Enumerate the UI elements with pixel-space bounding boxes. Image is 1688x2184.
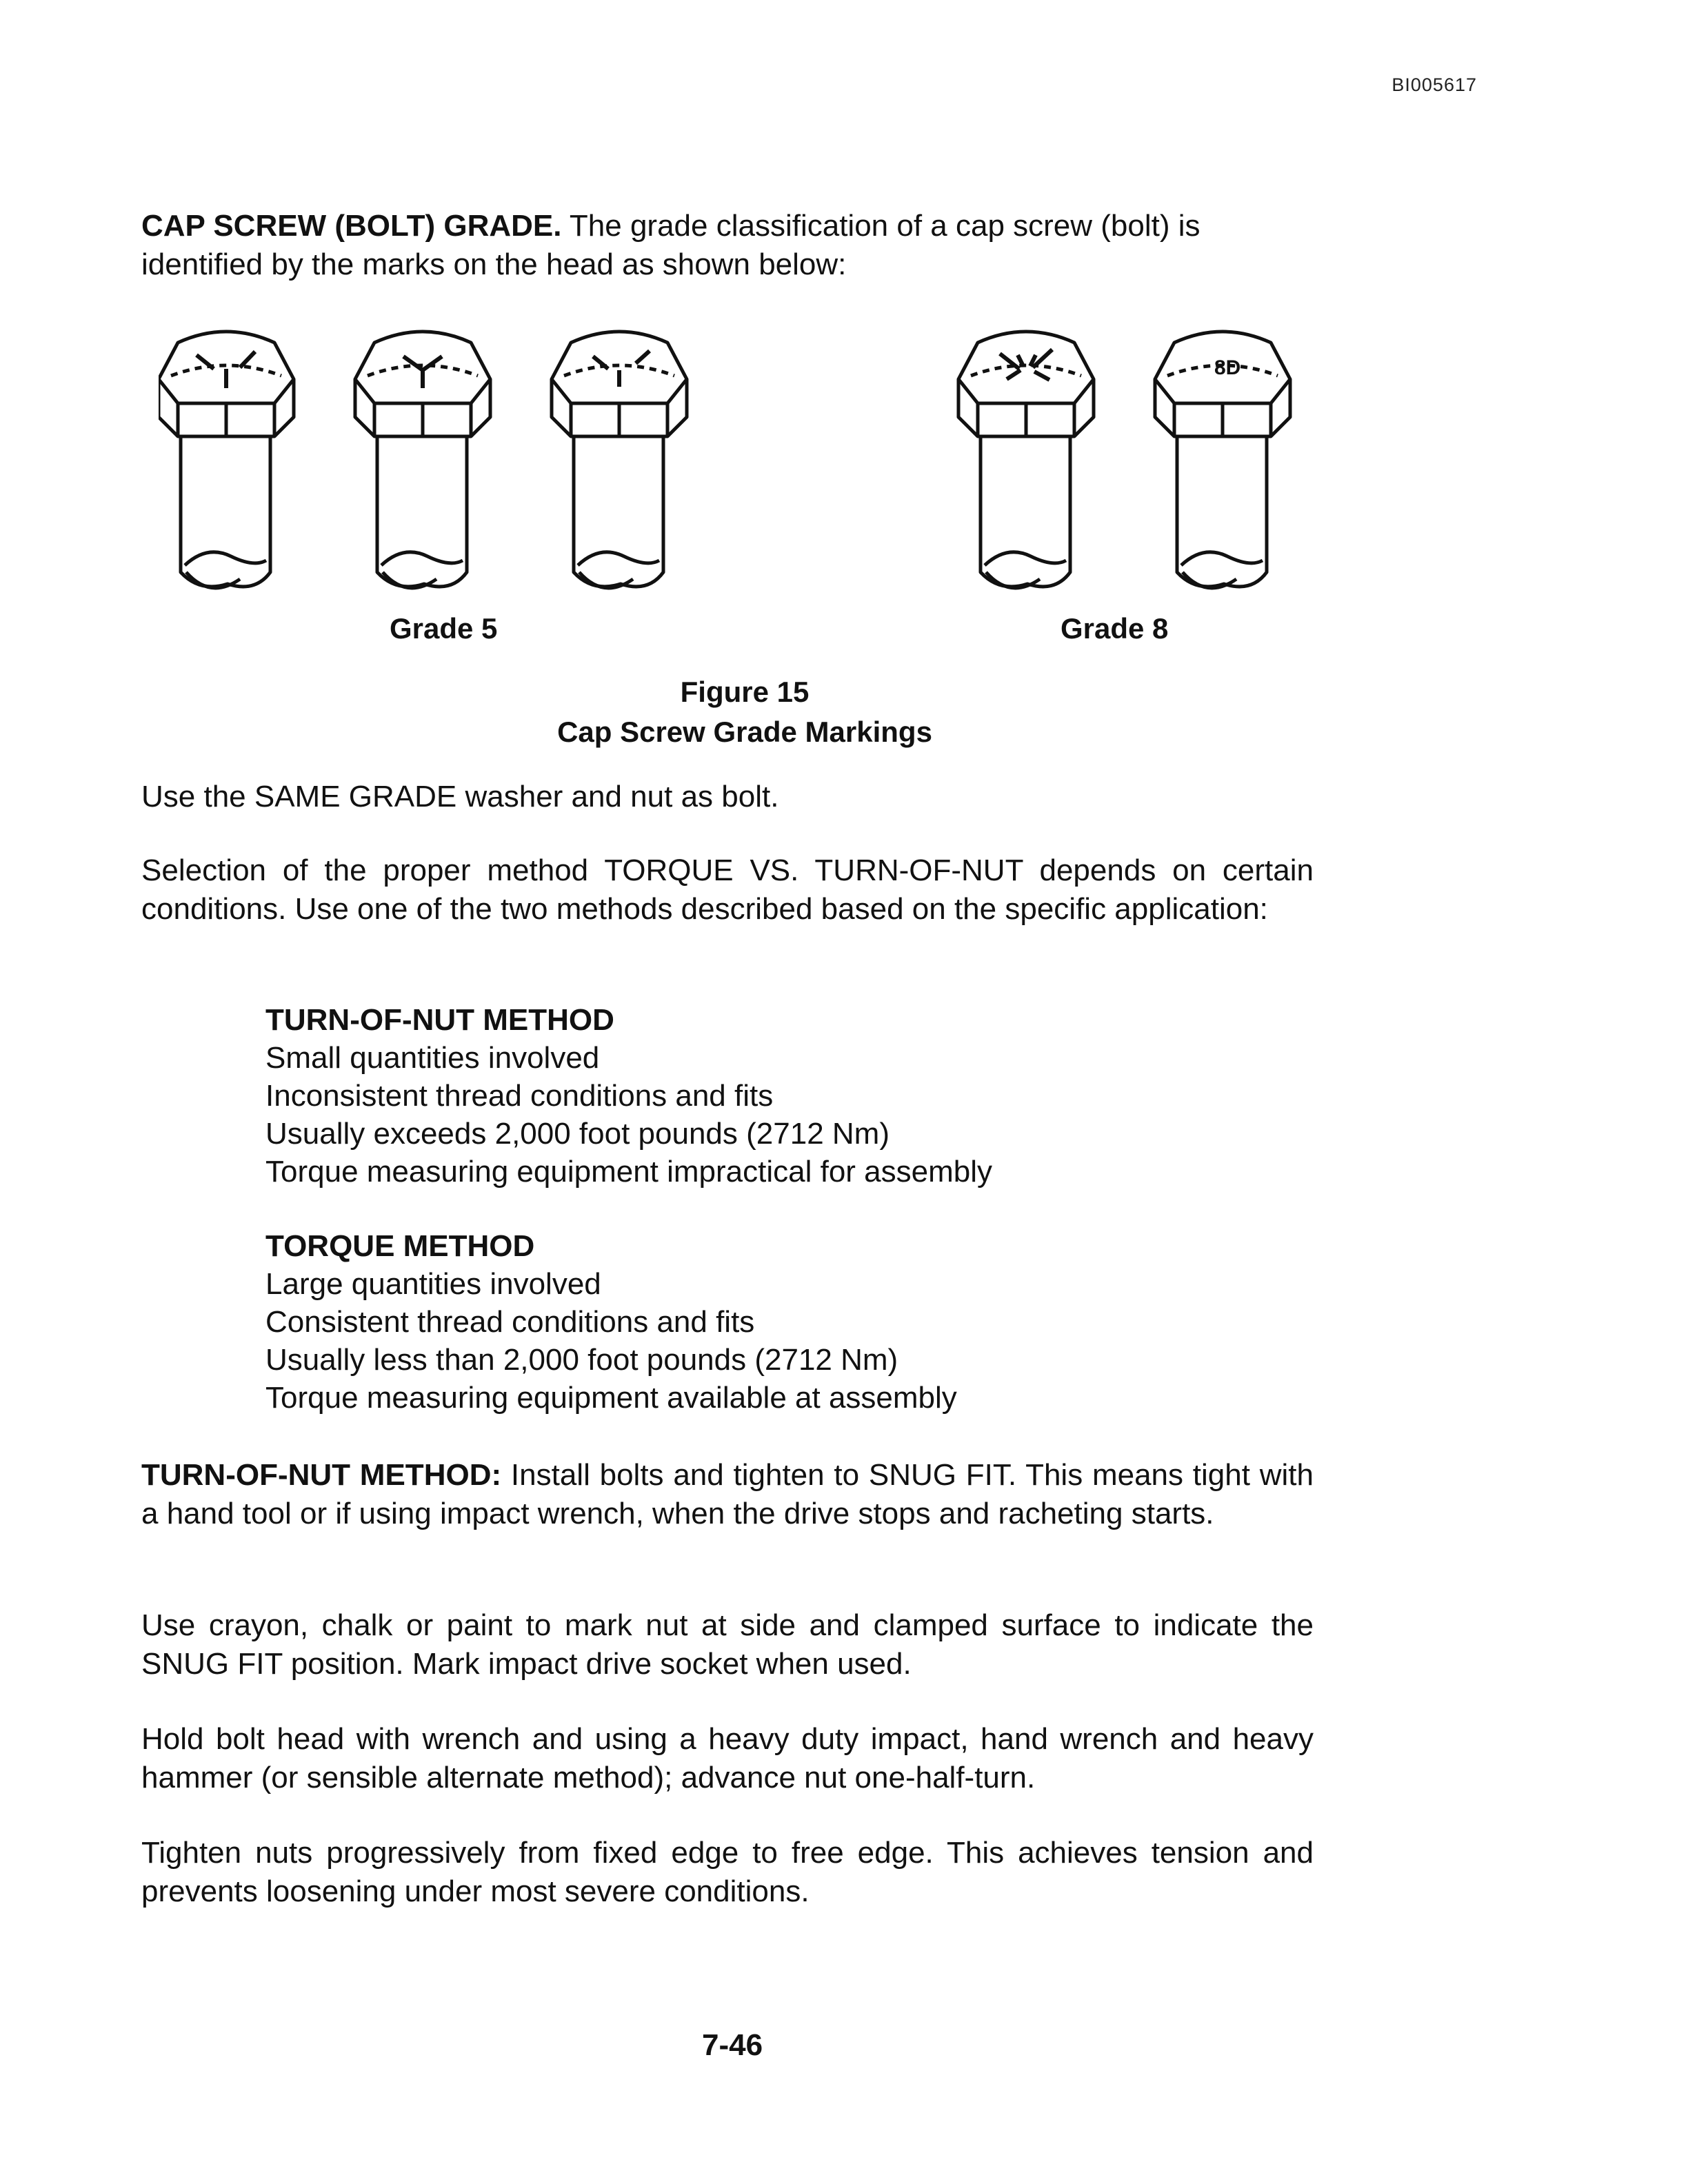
intro-paragraph xyxy=(141,207,1314,284)
grade-8-bolt-a xyxy=(958,332,1094,588)
intro-text: The grade classification of a cap screw (bolt) is identified by the marks on the head as shown below: xyxy=(141,209,1200,281)
list-item: Torque measuring equipment available at assembly xyxy=(265,1381,957,1415)
turn-of-nut-procedure xyxy=(141,1456,1314,1533)
list-item: Torque measuring equipment impractical for assembly xyxy=(265,1155,993,1189)
list-item: Inconsistent thread conditions and fits xyxy=(265,1079,774,1113)
figure-title: Cap Screw Grade Markings xyxy=(557,716,932,748)
torque-list-title: TORQUE METHOD xyxy=(265,1229,535,1263)
marking-note: Use crayon, chalk or paint to mark nut at side and clamped surface to indicate the SNUG FIT position. Mark impact drive socket when used. xyxy=(141,1608,1314,1681)
figure-number: Figure 15 xyxy=(680,676,810,708)
turn-of-nut-list-title: TURN-OF-NUT METHOD xyxy=(265,1003,614,1037)
list-item: Small quantities involved xyxy=(265,1041,600,1075)
turn-of-nut-list xyxy=(265,1001,1300,1191)
selection-note: Selection of the proper method TORQUE VS. TURN-OF-NUT depends on certain conditions. Use one of the two methods described based on the specific application: xyxy=(141,853,1314,926)
cap-screw-figure xyxy=(159,314,1331,603)
page-number: 7-46 xyxy=(702,2028,763,2062)
intro-heading: CAP SCREW (BOLT) GRADE. xyxy=(141,209,562,243)
list-item: Consistent thread conditions and fits xyxy=(265,1305,755,1339)
grade-8-bolt-b xyxy=(1155,332,1290,588)
tighten-note: Tighten nuts progressively from fixed edge to free edge. This achieves tension and prevents loosening under most severe conditions. xyxy=(141,1836,1314,1908)
list-item: Usually exceeds 2,000 foot pounds (2712 Nm) xyxy=(265,1117,890,1151)
hold-note: Hold bolt head with wrench and using a heavy duty impact, hand wrench and heavy hammer (or sensible alternate method); advance nut one-half-turn. xyxy=(141,1722,1314,1794)
grade-5-bolt-c xyxy=(552,332,687,588)
grade-8-head-mark: 8D xyxy=(1214,356,1241,379)
same-grade-note: Use the SAME GRADE washer and nut as bolt. xyxy=(141,780,779,813)
list-item: Large quantities involved xyxy=(265,1267,601,1301)
grade-8-label: Grade 8 xyxy=(1061,612,1169,645)
list-item: Usually less than 2,000 foot pounds (2712 Nm) xyxy=(265,1343,898,1377)
grade-5-bolt-a xyxy=(159,332,294,588)
grade-5-label: Grade 5 xyxy=(390,612,498,645)
turn-of-nut-procedure-text: Install bolts and tighten to SNUG FIT. This means tight with a hand tool or if using impact wrench, when the drive stops and racheting starts. xyxy=(141,1458,1314,1530)
grade-5-bolt-b xyxy=(355,332,490,588)
turn-of-nut-procedure-heading: TURN-OF-NUT METHOD: xyxy=(141,1458,502,1492)
document-id: BI005617 xyxy=(1391,74,1477,95)
torque-list xyxy=(265,1227,1300,1417)
